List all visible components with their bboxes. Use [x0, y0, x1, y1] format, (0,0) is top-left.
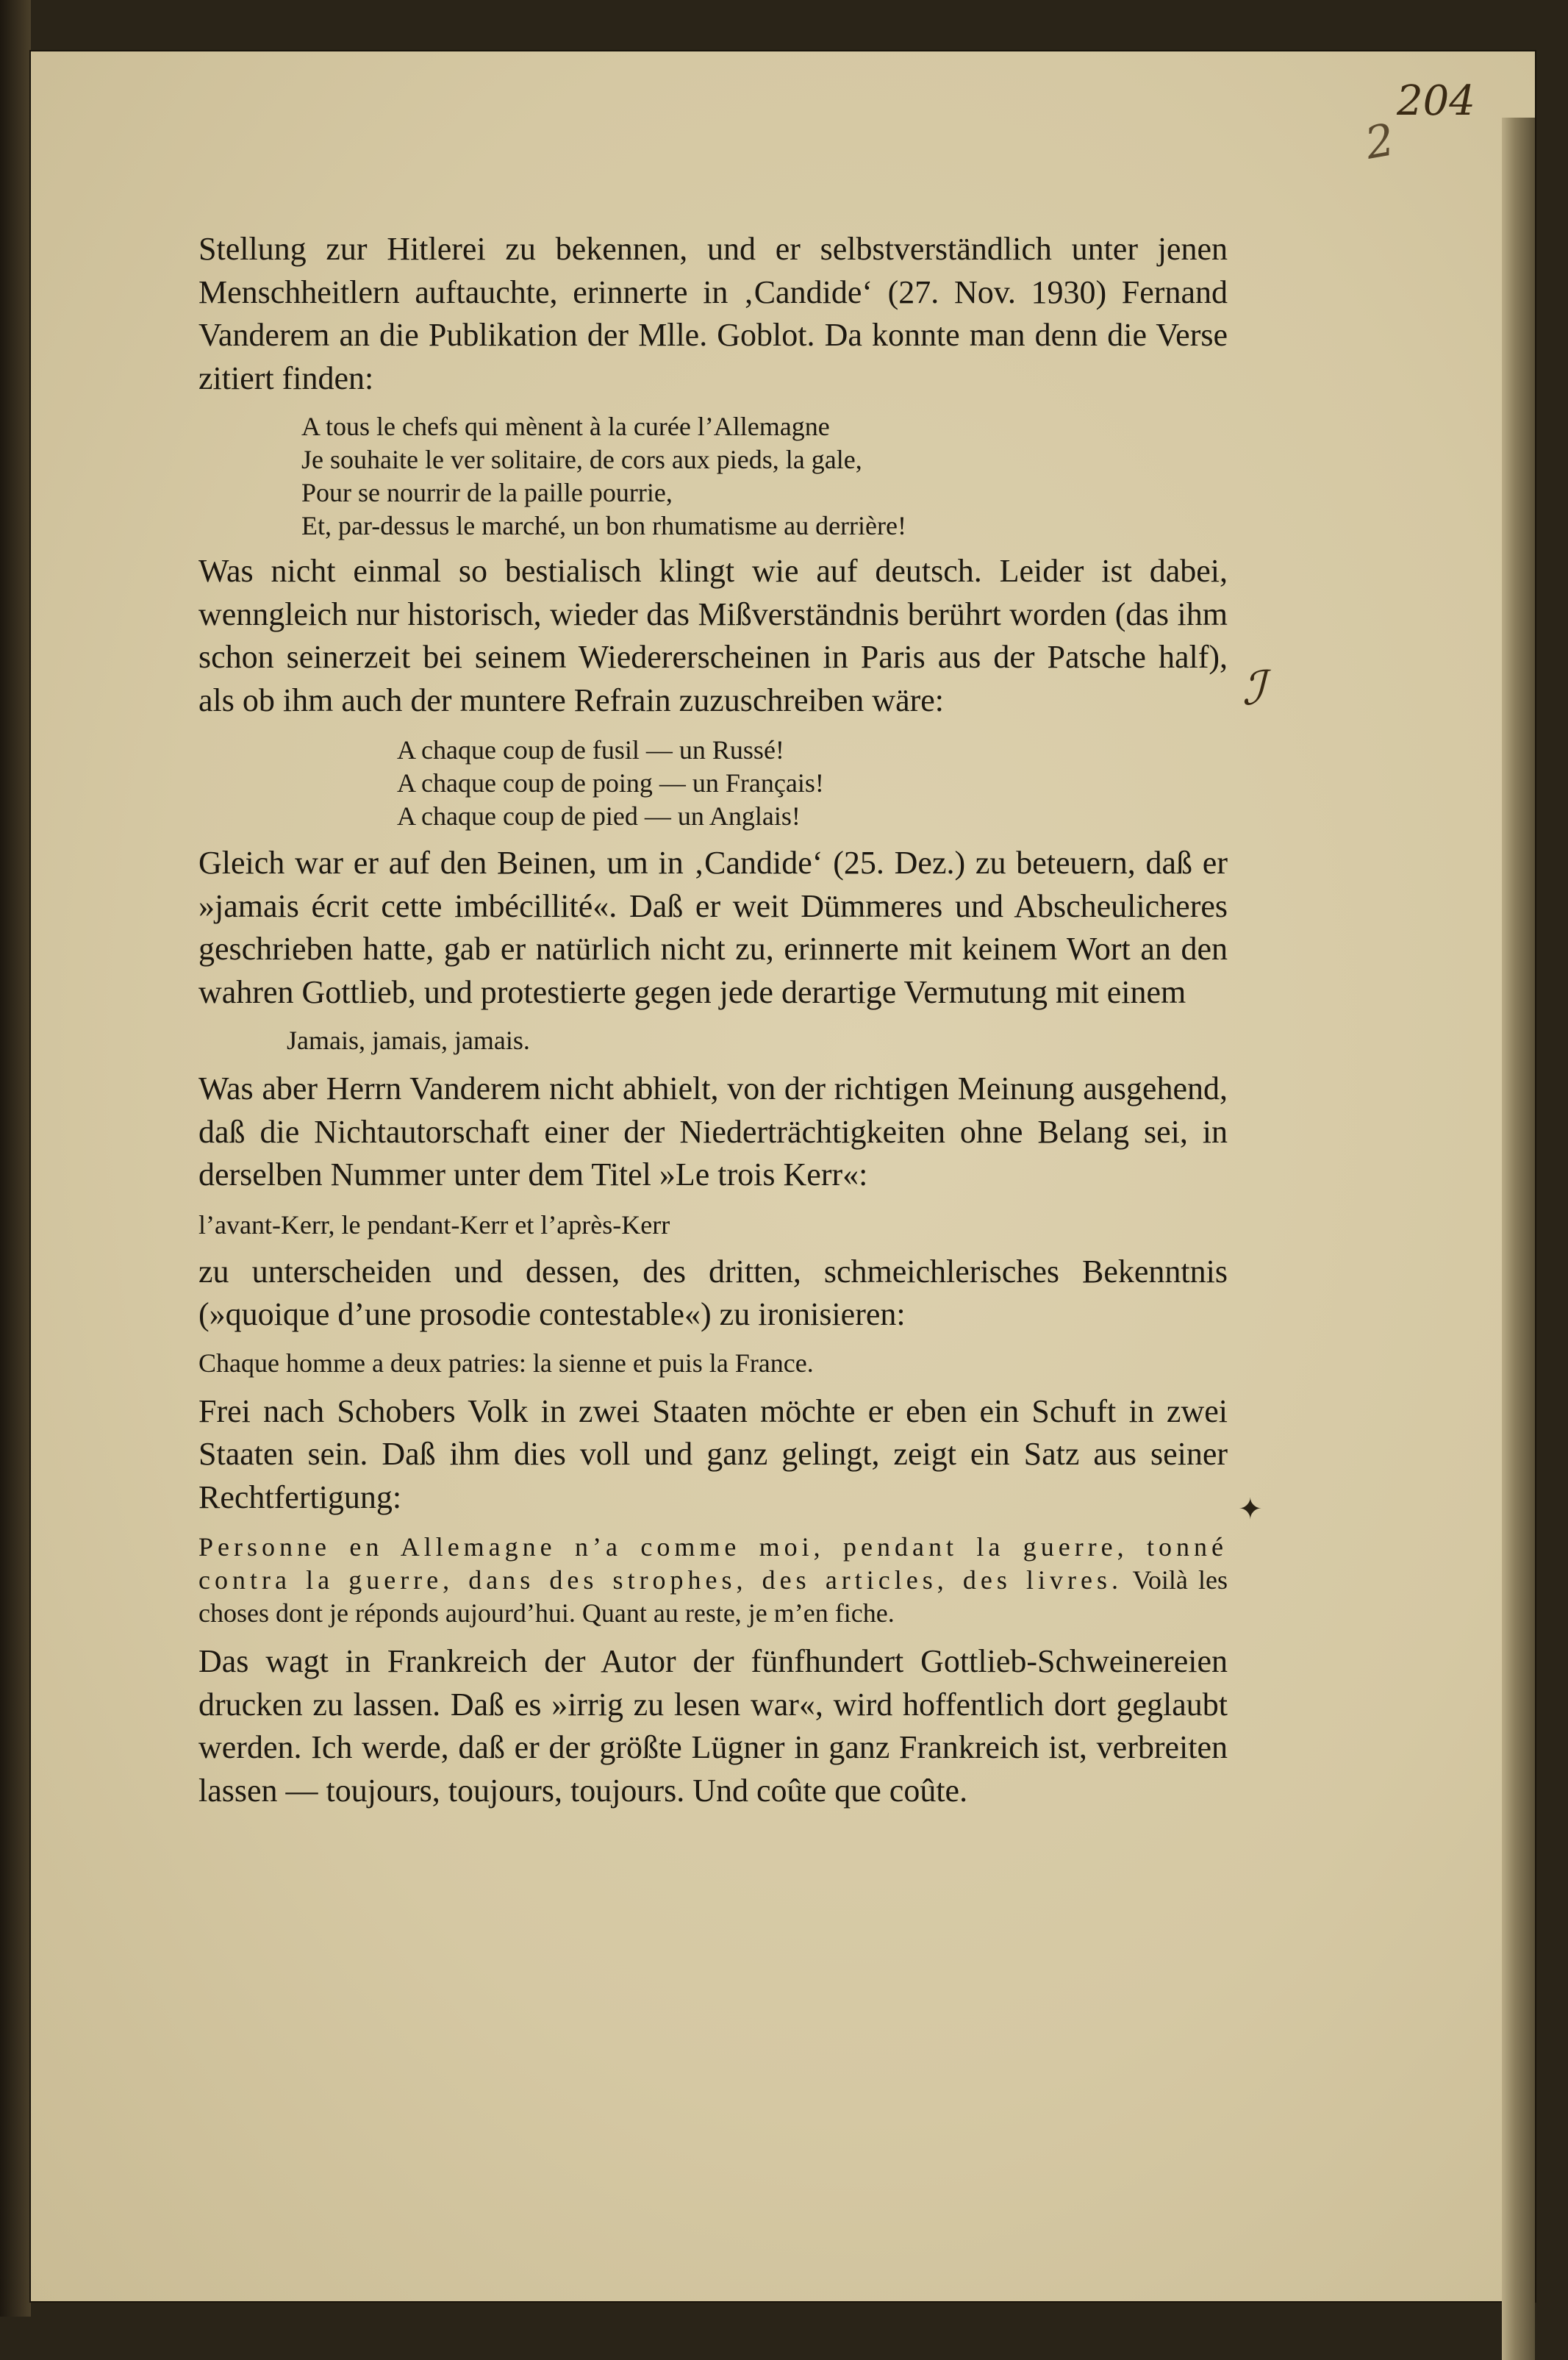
paragraph-1: Stellung zur Hitlerei zu bekennen, und er selbstverständlich unter jenen Menschheitlern auftauchte, erinnerte in ‚Candide‘ (27. Nov. 1930) Fernand Vanderem an die Publikation der Mlle. Goblot. Da konnte man denn die Verse zitiert finden:: [198, 231, 1228, 396]
verse-quote-4: [198, 1209, 1228, 1242]
handwritten-page-number: 204: [1397, 77, 1475, 125]
spaced-quote-text: Personne en Allemagne n’a comme moi, pendant la guerre, tonné contra la guerre, dans des strophes, des articles, des livres.: [198, 1532, 1228, 1595]
verse-line: Et, par-dessus le marché, un bon rhumatisme au derrière!: [301, 511, 906, 540]
verse-line: Jamais, jamais, jamais.: [287, 1026, 530, 1055]
paragraph-2: Was nicht einmal so bestialisch klingt wie auf deutsch. Leider ist dabei, wenngleich nur historisch, wieder das Mißverständnis berührt worden (das ihm schon seinerzeit bei seinem Wiedererscheinen in Paris aus der Patsche half), als ob ihm auch der muntere Refrain zuzuschreiben wäre:: [198, 553, 1228, 718]
verse-quote-3: [287, 1024, 1228, 1057]
verse-line: Chaque homme a deux patries: la sienne et puis la France.: [198, 1348, 814, 1378]
paragraph-7: Das wagt in Frankreich der Autor der fünfhundert Gottlieb-Schweinereien drucken zu lassen. Daß es »irrig zu lesen war«, wird hoffentlich dort geglaubt werden. Ich werde, daß er der größte Lügner in ganz Frankreich ist, verbreiten lassen — toujours, toujours, toujours. Und coûte que coûte.: [198, 1643, 1228, 1809]
page-edge: [1502, 118, 1535, 2360]
verse-quote-5: [198, 1347, 1228, 1380]
book-spine-shadow: [0, 0, 31, 2317]
verse-line: A chaque coup de pied — un Anglais!: [397, 801, 801, 831]
verse-quote-1: [301, 410, 1228, 543]
verse-line: l’avant-Kerr, le pendant-Kerr et l’après-Kerr: [198, 1209, 670, 1240]
verse-line: A chaque coup de fusil — un Russé!: [397, 735, 784, 765]
page-text: [198, 228, 1228, 1812]
verse-line: Pour se nourrir de la paille pourrie,: [301, 478, 673, 507]
prose-quote-6: [198, 1531, 1228, 1630]
paragraph-3: Gleich war er auf den Beinen, um in ‚Candide‘ (25. Dez.) zu beteuern, daß er »jamais écrit cette imbécillité«. Daß er weit Dümmeres und Abscheulicheres geschrieben hatte, gab er natürlich nicht zu, erinnerte mit keinem Wort an den wahren Gottlieb, und protestierte gegen jede derartige Vermutung mit einem: [198, 845, 1228, 1010]
verse-line: A tous le chefs qui mènent à la curée l’Allemagne: [301, 412, 830, 441]
verse-line: Je souhaite le ver solitaire, de cors aux pieds, la gale,: [301, 445, 862, 474]
paragraph-5: zu unterscheiden und dessen, des dritten, schmeichlerisches Bekenntnis (»quoique d’une prosodie contestable«) zu ironisieren:: [198, 1253, 1228, 1332]
verse-quote-2: [397, 734, 1228, 833]
paragraph-4: Was aber Herrn Vanderem nicht abhielt, von der richtigen Meinung ausgehend, daß die Nichtautorschaft einer der Niederträchtigkeiten ohne Belang sei, in derselben Nummer unter dem Titel »Le trois Kerr«:: [198, 1070, 1228, 1192]
handwritten-corner-mark: 2: [1361, 114, 1398, 170]
margin-correction-mark: ℐ: [1242, 662, 1265, 716]
quote-text: Voilà les choses dont je réponds aujourd’hui. Quant au reste, je m’en fiche.: [198, 1565, 1228, 1628]
paragraph-6: Frei nach Schobers Volk in zwei Staaten möchte er eben ein Schuft in zwei Staaten sein. Daß ihm dies voll und ganz gelingt, zeigt ein Satz aus seiner Rechtfertigung:: [198, 1392, 1228, 1515]
margin-speck: ✦: [1238, 1492, 1263, 1526]
verse-line: A chaque coup de poing — un Français!: [397, 768, 824, 798]
